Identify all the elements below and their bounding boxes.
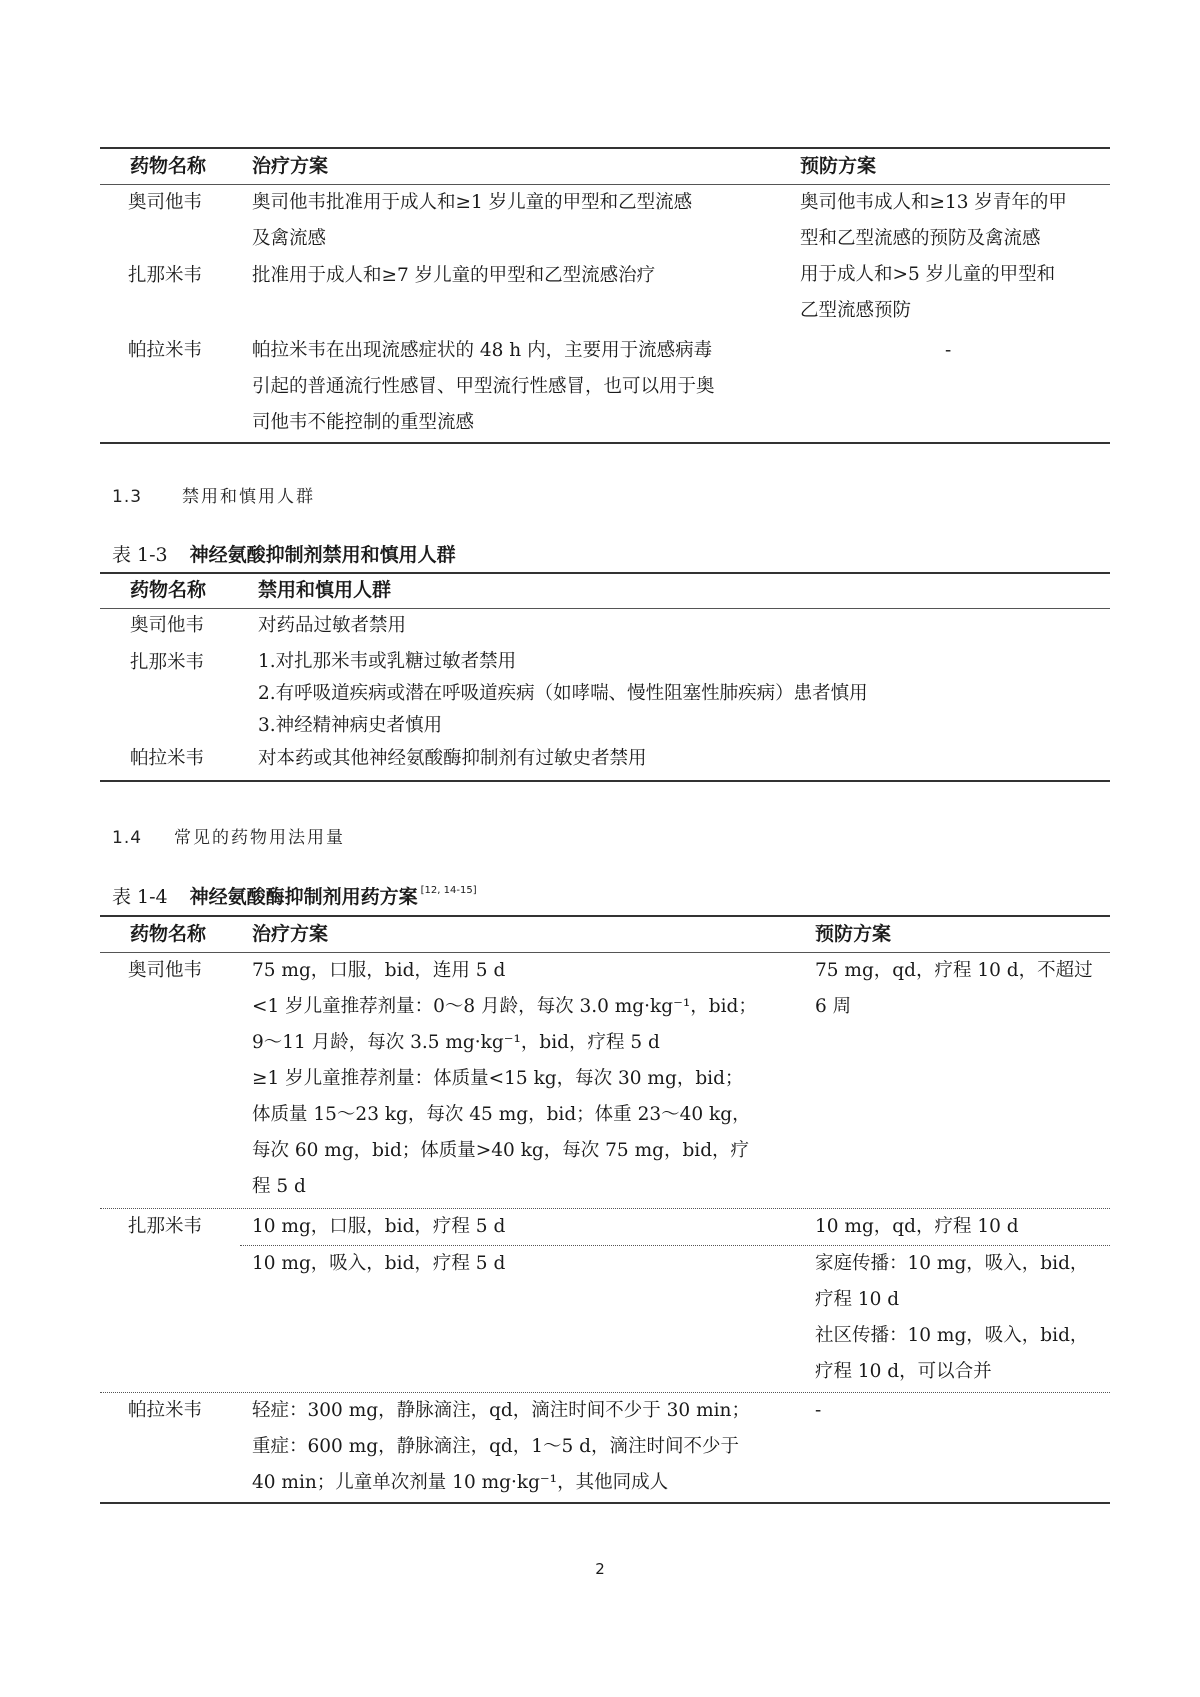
table1-header-prevention: 预防方案 xyxy=(800,155,877,177)
text-line: 及禽流感 xyxy=(252,228,327,249)
text-line: 40 min；儿童单次剂量 10 mg·kg⁻¹，其他同成人 xyxy=(252,1472,669,1493)
text-line: 司他韦不能控制的重型流感 xyxy=(252,412,475,433)
caption-number: 表 1-4 xyxy=(112,886,168,908)
table13-row-drug: 奥司他韦 xyxy=(130,615,205,636)
table14-header-prevention: 预防方案 xyxy=(815,923,892,945)
section-number: 1.4 xyxy=(112,828,143,848)
table13-top-rule xyxy=(100,572,1110,574)
table14-row-treatment xyxy=(252,953,757,1205)
table14-row-drug: 扎那米韦 xyxy=(128,1216,203,1237)
table13-row-text: 对药品过敏者禁用 xyxy=(258,615,407,636)
text-line: 引起的普通流行性感冒、甲型流行性感冒，也可以用于奥 xyxy=(252,376,715,397)
text-line: 重症：600 mg，静脉滴注，qd，1～5 d，滴注时间不少于 xyxy=(252,1436,740,1457)
table13-row-drug: 扎那米韦 xyxy=(130,652,205,673)
text-line: 1.对扎那米韦或乳糖过敏者禁用 xyxy=(258,651,517,672)
text-line: 奥司他韦批准用于成人和≥1 岁儿童的甲型和乙型流感 xyxy=(252,192,693,213)
table1-header-drug: 药物名称 xyxy=(130,155,207,177)
table1-row-prevention xyxy=(800,185,1067,329)
table13-row-drug: 帕拉米韦 xyxy=(130,748,205,769)
table14-row-prevention xyxy=(815,953,1093,1025)
table13-row-text: 对本药或其他神经氨酸酶抑制剂有过敏史者禁用 xyxy=(258,748,647,769)
text-line: 家庭传播：10 mg，吸入，bid， xyxy=(815,1253,1089,1274)
table13-header-drug: 药物名称 xyxy=(130,579,207,601)
caption-title: 神经氨酸酶抑制剂用药方案 xyxy=(189,886,418,908)
text-line: 帕拉米韦在出现流感症状的 48 h 内，主要用于流感病毒 xyxy=(252,340,713,361)
text-line: 奥司他韦成人和≥13 岁青年的甲 xyxy=(800,192,1067,213)
text-line: 75 mg，口服，bid，连用 5 d xyxy=(252,960,506,981)
text-line: 乙型流感预防 xyxy=(800,300,912,321)
text-line: 75 mg，qd，疗程 10 d，不超过 xyxy=(815,960,1093,981)
table13-header-rule xyxy=(100,608,1110,609)
table1-row-prevention: - xyxy=(945,340,952,361)
text-line: 轻症：300 mg，静脉滴注，qd，滴注时间不少于 30 min； xyxy=(252,1400,750,1421)
section-title: 常见的药物用法用量 xyxy=(174,828,345,848)
section-number: 1.3 xyxy=(112,487,143,507)
text-line: ≥1 岁儿童推荐剂量：体质量<15 kg，每次 30 mg，bid； xyxy=(252,1068,744,1089)
table14-row-treatment: 10 mg，吸入，bid，疗程 5 d xyxy=(252,1253,506,1274)
table14-row-prevention xyxy=(815,1246,1088,1390)
text-line: 程 5 d xyxy=(252,1176,306,1197)
table14-header-drug: 药物名称 xyxy=(130,923,207,945)
table1-row-drug: 扎那米韦 xyxy=(128,265,203,286)
text-line: 型和乙型流感的预防及禽流感 xyxy=(800,228,1041,249)
text-line: 疗程 10 d xyxy=(815,1289,900,1310)
table-caption xyxy=(112,882,477,909)
table1-row-drug: 帕拉米韦 xyxy=(128,340,203,361)
text-line: 2.有呼吸道疾病或潜在呼吸道疾病（如哮喘、慢性阻塞性肺疾病）患者慎用 xyxy=(258,683,868,704)
table14-row-prevention: 10 mg，qd，疗程 10 d xyxy=(815,1216,1019,1237)
table14-header-treatment: 治疗方案 xyxy=(252,923,329,945)
caption-reference: [12, 14-15] xyxy=(420,885,477,896)
text-line: <1 岁儿童推荐剂量：0～8 月龄，每次 3.0 mg·kg⁻¹，bid； xyxy=(252,996,757,1017)
text-line: 每次 60 mg，bid；体质量>40 kg，每次 75 mg，bid，疗 xyxy=(252,1140,750,1161)
table14-row-prevention: - xyxy=(815,1400,822,1421)
section-heading xyxy=(112,482,315,507)
page-number: 2 xyxy=(595,1560,605,1578)
table14-row-treatment xyxy=(252,1393,750,1501)
text-line: 疗程 10 d，可以合并 xyxy=(815,1361,992,1382)
section-title: 禁用和慎用人群 xyxy=(182,487,315,507)
table14-row-drug: 奥司他韦 xyxy=(128,960,203,981)
table14-row-drug: 帕拉米韦 xyxy=(128,1400,203,1421)
text-line: 体质量 15～23 kg，每次 45 mg，bid；体重 23～40 kg， xyxy=(252,1104,751,1125)
table1-row-treatment: 批准用于成人和≥7 岁儿童的甲型和乙型流感治疗 xyxy=(252,265,656,286)
text-line: 3.神经精神病史者慎用 xyxy=(258,715,443,736)
table14-row-treatment: 10 mg，口服，bid，疗程 5 d xyxy=(252,1216,506,1237)
text-line: 9～11 月龄，每次 3.5 mg·kg⁻¹，bid，疗程 5 d xyxy=(252,1032,660,1053)
table13-header-population: 禁用和慎用人群 xyxy=(258,579,392,601)
table13-bottom-rule xyxy=(100,780,1110,782)
caption-title: 神经氨酸抑制剂禁用和慎用人群 xyxy=(189,544,456,566)
table1-row-treatment xyxy=(252,333,715,441)
table1-header-treatment: 治疗方案 xyxy=(252,155,329,177)
text-line: 6 周 xyxy=(815,996,852,1017)
text-line: 用于成人和>5 岁儿童的甲型和 xyxy=(800,264,1056,285)
caption-number: 表 1-3 xyxy=(112,544,168,566)
table14-bottom-rule xyxy=(100,1502,1110,1504)
table13-row-text xyxy=(258,646,868,742)
table1-row-drug: 奥司他韦 xyxy=(128,192,203,213)
table-caption xyxy=(112,540,456,567)
text-line: 社区传播：10 mg，吸入，bid， xyxy=(815,1325,1089,1346)
table1-row-treatment xyxy=(252,185,692,257)
section-heading xyxy=(112,823,345,848)
table1-bottom-rule xyxy=(100,442,1110,444)
